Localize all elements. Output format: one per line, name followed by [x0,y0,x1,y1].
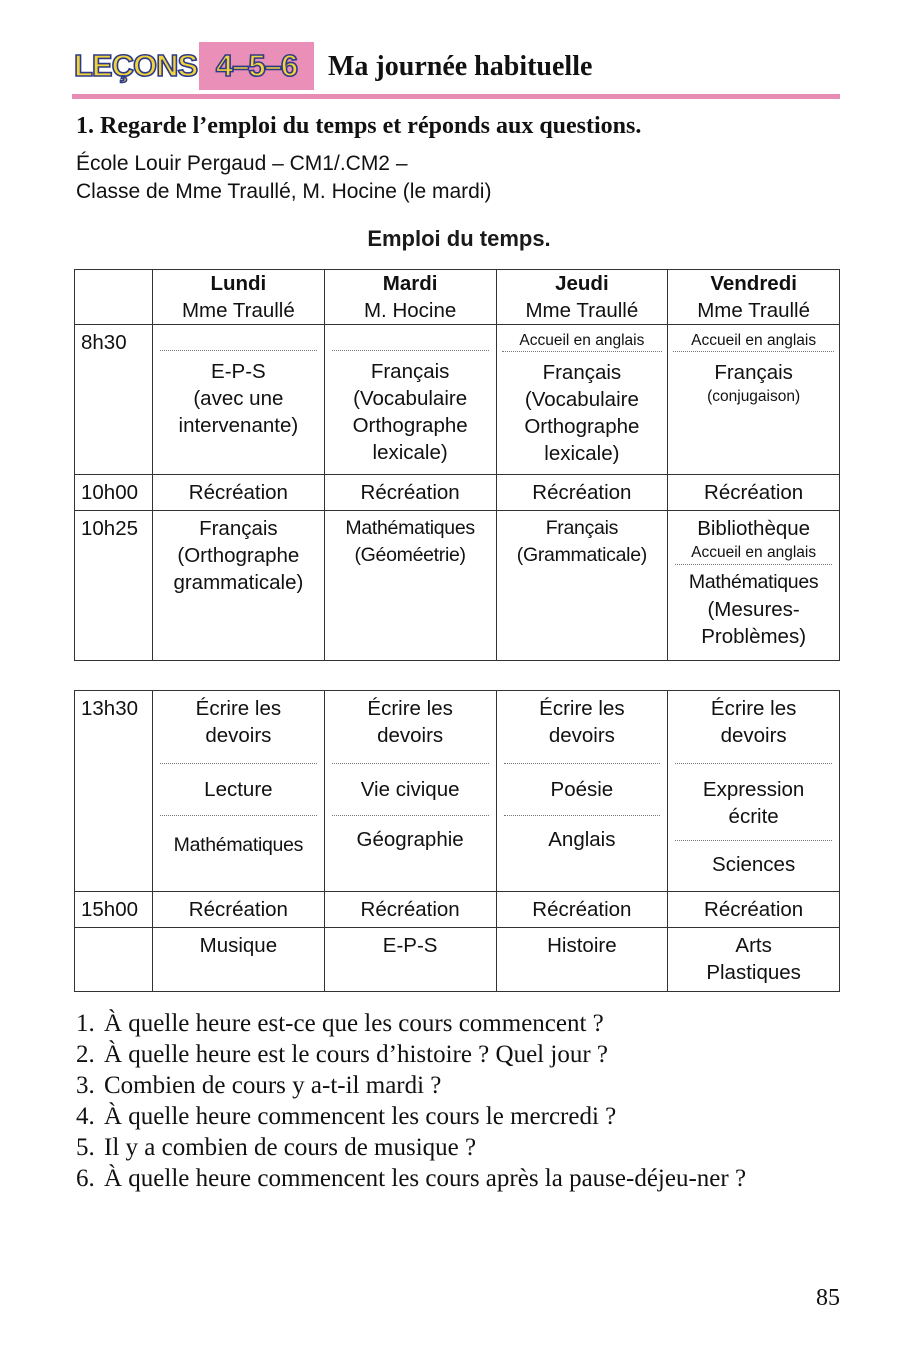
subject-line: (Orthographe [177,544,300,567]
cell-lundi-late-afternoon: Musique [153,928,325,992]
question-text: À quelle heure est le cours d’histoire ? Quel jour ? [104,1041,608,1068]
table-header-row [75,270,840,325]
lesson-title: Ma journée habituelle [328,51,593,82]
subject-line: Français [542,361,622,384]
time-cell: 8h30 [75,325,153,475]
header-lundi [153,270,325,325]
subject-line: (avec une [193,387,284,410]
question-item [76,1039,846,1070]
teacher-name: Mme Traullé [697,299,811,322]
subject-line: Écrire les [367,697,453,720]
subject-line: Écrire les [539,697,625,720]
page-number: 85 [816,1285,840,1311]
header-jeudi [496,270,668,325]
subject-line: devoirs [205,724,272,747]
school-line-1: École Louir Pergaud – CM1/.CM2 – [76,152,408,175]
subject-line: (Mesures- [707,598,800,621]
question-number: 2. [76,1041,95,1068]
lesson-numbers: 4–5–6 [215,48,298,83]
slot-separator [504,763,661,764]
question-item [76,1163,846,1194]
cell-jeudi-late-afternoon: Histoire [496,928,668,992]
question-item [76,1008,846,1039]
teacher-name: M. Hocine [363,299,457,322]
slot-separator [675,840,832,841]
subject-line: grammaticale) [173,571,304,594]
subject-line: devoirs [720,724,787,747]
slot-separator [332,763,489,764]
subject-line: écrite [728,805,779,828]
row-15h00 [75,892,840,928]
cell-mardi-morning [324,325,496,475]
header-mardi [324,270,496,325]
day-name: Lundi [210,272,267,295]
exercise-instruction: 1. Regarde l’emploi du temps et réponds aux questions. [76,113,642,139]
subject-line: Mathématiques [345,517,475,539]
cell-jeudi-afternoon [496,691,668,892]
school-line-2: Classe de Mme Traullé, M. Hocine (le mardi) [76,180,492,203]
cell-vendredi-late-morning [668,511,840,661]
recreation-cell: Récréation [496,892,668,928]
subject-line: Mathématiques [173,834,304,856]
school-info [76,150,491,206]
question-text: À quelle heure commencent les cours après la pause-déjeu-ner ? [104,1165,747,1192]
subject-line: (Géoméetrie) [354,544,466,566]
lesson-header [72,42,840,94]
subject-line: Problèmes) [701,625,807,648]
question-text: Combien de cours y a-t-il mardi ? [104,1072,442,1099]
row-13h30 [75,691,840,892]
cell-vendredi-late-afternoon [668,928,840,992]
time-cell: 15h00 [75,892,153,928]
subject-line: E-P-S [211,360,266,383]
question-text: À quelle heure commencent les cours le mercredi ? [104,1103,617,1130]
recreation-cell: Récréation [668,475,840,511]
lesson-numbers-box [199,42,314,90]
cell-lundi-afternoon [153,691,325,892]
time-cell-empty [75,928,153,992]
accueil-anglais: Accueil en anglais [673,329,834,352]
accueil-anglais: Accueil en anglais [502,329,663,352]
cell-jeudi-late-morning [496,511,668,661]
slot-separator [504,815,661,816]
cell-mardi-afternoon [324,691,496,892]
question-list [76,1008,846,1194]
question-number: 3. [76,1072,95,1099]
subject-line: (Vocabulaire [353,387,468,410]
subject-line: lexicale) [544,442,620,465]
subject-line: Expression [702,778,805,801]
question-number: 4. [76,1103,95,1130]
question-item [76,1101,846,1132]
recreation-cell: Récréation [668,892,840,928]
slot-separator [675,763,832,764]
slot-separator [332,815,489,816]
cell-mardi-late-morning [324,511,496,661]
cell-jeudi-morning [496,325,668,475]
subject-line: devoirs [377,724,444,747]
day-name: Jeudi [555,272,609,295]
day-name: Mardi [382,272,438,295]
teacher-name: Mme Traullé [525,299,639,322]
subject-line: Géographie [356,828,464,851]
time-cell: 10h25 [75,511,153,661]
subject-line: Français [714,361,793,384]
subject-line: Bibliothèque [697,517,811,540]
question-item [76,1070,846,1101]
subject-line: Mathématiques [688,571,819,593]
corner-cell [75,270,153,325]
subject-line: (conjugaison) [707,388,801,405]
slot-separator [160,763,317,764]
subject-line: Sciences [712,853,796,876]
subject-line: Plastiques [706,961,801,984]
empty-slot [332,329,489,351]
day-name: Vendredi [710,272,797,295]
header-vendredi [668,270,840,325]
subject-line: Poésie [550,778,614,801]
row-late-afternoon [75,928,840,992]
subject-line: Écrire les [710,697,797,720]
subject-line: devoirs [548,724,615,747]
subject-line: (Grammaticale) [516,544,647,566]
row-10h00 [75,475,840,511]
subject-line: intervenante) [178,414,299,437]
subject-line: Vie civique [360,778,460,801]
subject-line: (Vocabulaire [524,388,639,411]
header-divider [72,94,840,99]
subject-line: Français [370,360,450,383]
time-cell: 10h00 [75,475,153,511]
recreation-cell: Récréation [153,892,325,928]
empty-slot [160,329,317,351]
subject-line: Arts [735,934,772,957]
subject-line: lexicale) [372,441,448,464]
row-8h30 [75,325,840,475]
cell-lundi-late-morning [153,511,325,661]
subject-line: Orthographe [524,415,640,438]
question-item [76,1132,846,1163]
timetable-morning [74,269,840,661]
subject-line: Français [199,517,278,540]
cell-vendredi-afternoon [668,691,840,892]
question-number: 6. [76,1165,95,1192]
subject-line: Écrire les [195,697,282,720]
recreation-cell: Récréation [496,475,668,511]
subject-line: Anglais [548,828,616,851]
lecons-label: LEÇONS [74,48,198,83]
cell-lundi-morning [153,325,325,475]
recreation-cell: Récréation [324,892,496,928]
teacher-name: Mme Traullé [181,299,295,322]
question-text: Il y a combien de cours de musique ? [104,1134,477,1161]
subject-line: Lecture [204,778,273,801]
time-cell: 13h30 [75,691,153,892]
accueil-anglais: Accueil en anglais [675,542,832,565]
question-text: À quelle heure est-ce que les cours commencent ? [104,1010,604,1037]
cell-mardi-late-afternoon: E-P-S [324,928,496,992]
timetable-afternoon [74,690,840,992]
slot-separator [160,815,317,816]
question-number: 5. [76,1134,95,1161]
question-number: 1. [76,1010,95,1037]
subject-line: Orthographe [352,414,468,437]
subject-line: Français [545,517,619,539]
row-10h25 [75,511,840,661]
cell-vendredi-morning [668,325,840,475]
table-title: Emploi du temps. [367,226,551,251]
recreation-cell: Récréation [153,475,325,511]
recreation-cell: Récréation [324,475,496,511]
